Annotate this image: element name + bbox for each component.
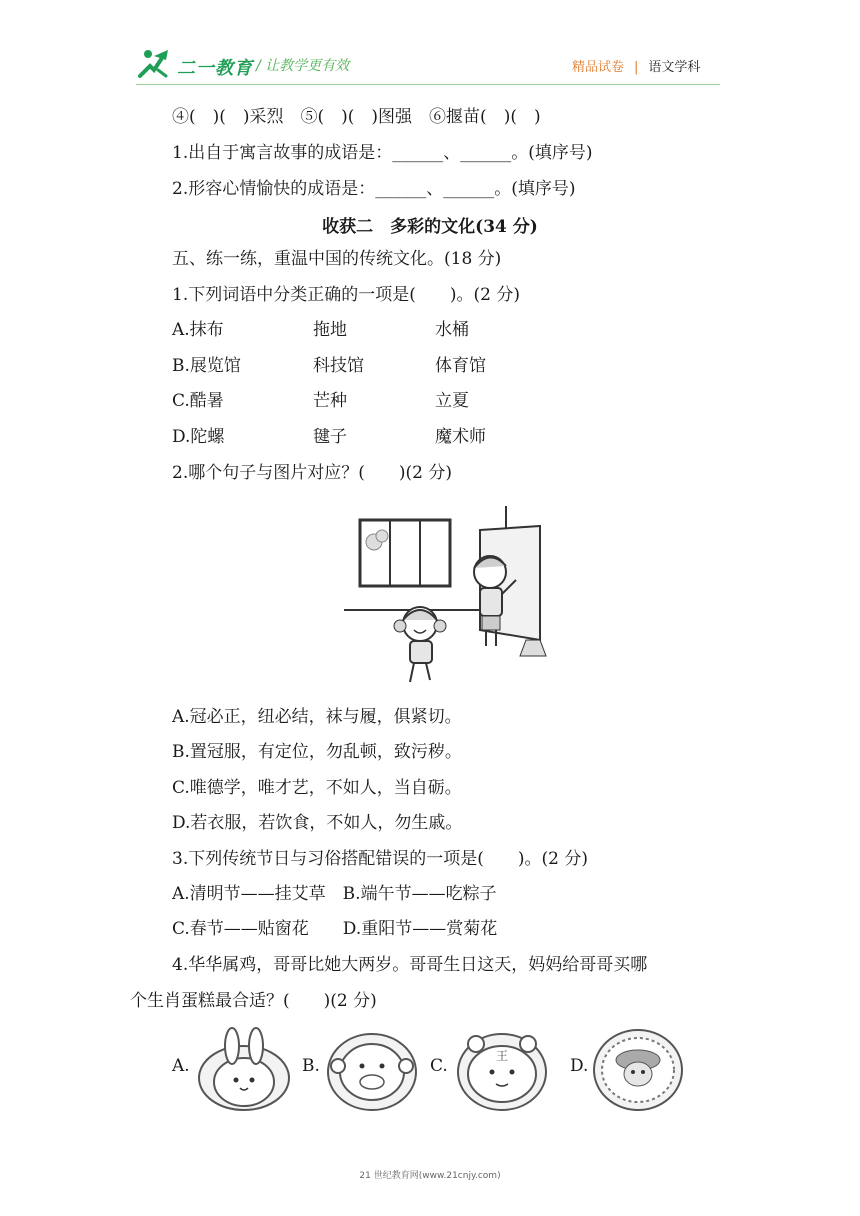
q4-stem-line2: 个生肖蛋糕最合适？( )(2 分): [130, 991, 377, 1011]
page-header: [0, 0, 860, 90]
zodiac-cake-options: [168, 1024, 688, 1114]
q3-options-row1: A.清明节——挂艾草 B.端午节——吃粽子: [172, 884, 497, 904]
option-cell: C.酷暑: [172, 391, 224, 411]
fable-idiom-question: 1.出自于寓言故事的成语是：______、______。(填序号): [172, 143, 593, 163]
cake-label-d: D.: [570, 1056, 589, 1076]
brand-name: 二一教育: [177, 58, 253, 79]
brand-slogan: / 让教学更有效: [256, 58, 350, 74]
option-cell: 毽子: [313, 427, 347, 447]
happy-idiom-question: 2.形容心情愉快的成语是：______、______。(填序号): [172, 179, 576, 199]
q3-options-row2: C.春节——贴窗花 D.重阳节——赏菊花: [172, 919, 498, 939]
section-title: 收获二 多彩的文化(34 分): [322, 217, 538, 237]
q2-stem: 2.哪个句子与图片对应？( )(2 分): [172, 463, 452, 483]
tiger-mark: 王: [495, 1049, 509, 1063]
cake-label-a: A.: [172, 1056, 190, 1076]
q2-option-d: D.若衣服，若饮食，不如人，勿生戚。: [172, 813, 463, 833]
option-cell: 水桶: [435, 320, 469, 340]
option-cell: 拖地: [313, 320, 347, 340]
option-cell: 体育馆: [435, 356, 486, 376]
header-divider: [136, 84, 720, 85]
option-cell: A.抹布: [172, 320, 224, 340]
q2-option-c: C.唯德学，唯才艺，不如人，当自砺。: [172, 778, 462, 798]
subject-tag: 语文学科: [648, 60, 701, 75]
q4-stem-line1: 4.华华属鸡，哥哥比她大两岁。哥哥生日这天，妈妈给哥哥买哪: [172, 955, 648, 975]
option-cell: 芒种: [313, 391, 347, 411]
header-tags: [572, 56, 700, 75]
option-cell: 魔术师: [435, 427, 486, 447]
cake-label-b: B.: [302, 1056, 320, 1076]
q3-stem: 3.下列传统节日与习俗搭配错误的一项是( )。(2 分): [172, 849, 588, 869]
runner-logo-icon: [136, 46, 176, 80]
sheep-cake-icon: [590, 1024, 686, 1112]
option-cell: D.陀螺: [172, 427, 225, 447]
cake-label-c: C.: [430, 1056, 448, 1076]
option-cell: B.展览馆: [172, 356, 241, 376]
children-room-illustration: [340, 500, 560, 690]
monkey-cake-icon: [324, 1026, 420, 1112]
part-five-heading: 五、练一练，重温中国的传统文化。(18 分): [172, 249, 502, 269]
quality-tag: 精品试卷: [572, 60, 625, 75]
tiger-cake-icon: [454, 1024, 550, 1112]
option-cell: 立夏: [435, 391, 469, 411]
idiom-blanks-line: ④( )( )采烈 ⑤( )( )图强 ⑥揠苗( )( ): [172, 107, 541, 127]
header-separator: |: [634, 60, 639, 75]
q1-stem: 1.下列词语中分类正确的一项是( )。(2 分): [172, 285, 520, 305]
page-footer: 21 世纪教育网(www.21cnjy.com): [359, 1171, 501, 1181]
q2-option-a: A.冠必正，纽必结，袜与履，俱紧切。: [172, 707, 462, 727]
rabbit-cake-icon: [196, 1026, 292, 1112]
option-cell: 科技馆: [313, 356, 364, 376]
q2-option-b: B.置冠服，有定位，勿乱顿，致污秽。: [172, 742, 462, 762]
